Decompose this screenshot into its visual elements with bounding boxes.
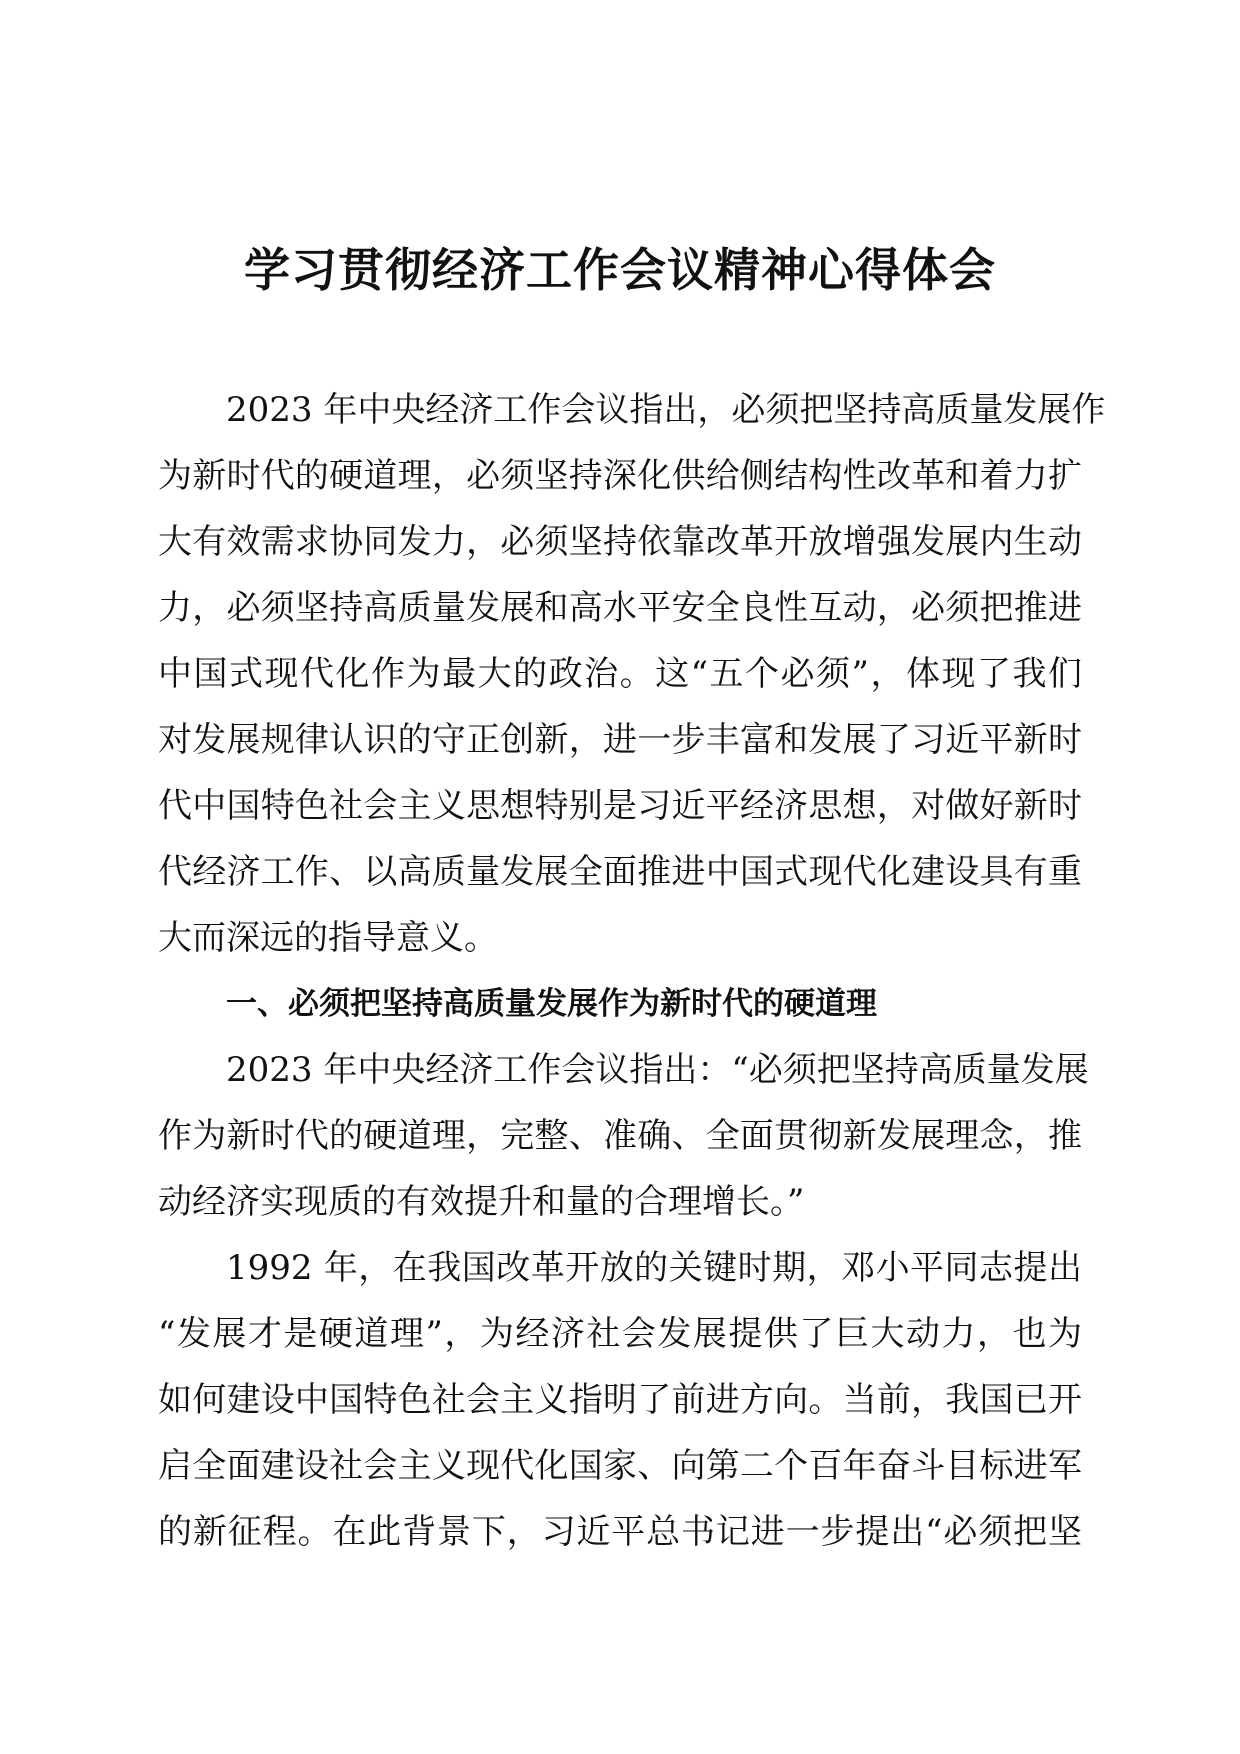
paragraph-line: 力，必须坚持高质量发展和高水平安全良性互动，必须把推进 <box>158 588 1082 628</box>
paragraph-2 <box>158 1037 1089 1235</box>
paragraph-line: 代经济工作、以高质量发展全面推进中国式现代化建设具有重 <box>158 852 1082 892</box>
paragraph-1 <box>158 377 1106 971</box>
paragraph-line: 大有效需求协同发力，必须坚持依靠改革开放增强发展内生动 <box>158 522 1082 562</box>
section-heading-1: 一、必须把坚持高质量发展作为新时代的硬道理 <box>226 986 877 1022</box>
paragraph-line: 2023 年中央经济工作会议指出，必须把坚持高质量发展作 <box>226 390 1106 430</box>
paragraph-line: 启全面建设社会主义现代化国家、向第二个百年奋斗目标进军 <box>158 1446 1082 1486</box>
paragraph-line: 大而深远的指导意义。 <box>158 918 498 958</box>
paragraph-line: 中国式现代化作为最大的政治。这“五个必须”，体现了我们 <box>158 654 1082 694</box>
paragraph-3 <box>158 1235 1082 1565</box>
paragraph-line: 作为新时代的硬道理，完整、准确、全面贯彻新发展理念，推 <box>158 1116 1082 1156</box>
paragraph-line: 代中国特色社会主义思想特别是习近平经济思想，对做好新时 <box>158 786 1082 826</box>
paragraph-line: 对发展规律认识的守正创新，进一步丰富和发展了习近平新时 <box>158 720 1082 760</box>
document-body <box>158 377 1106 1565</box>
paragraph-line: “发展才是硬道理”，为经济社会发展提供了巨大动力，也为 <box>158 1314 1082 1354</box>
paragraph-line: 的新征程。在此背景下，习近平总书记进一步提出“必须把坚 <box>158 1512 1082 1552</box>
paragraph-line: 为新时代的硬道理，必须坚持深化供给侧结构性改革和着力扩 <box>158 456 1082 496</box>
paragraph-line: 如何建设中国特色社会主义指明了前进方向。当前，我国已开 <box>158 1380 1082 1420</box>
paragraph-line: 2023 年中央经济工作会议指出：“必须把坚持高质量发展 <box>226 1050 1089 1090</box>
paragraph-line: 1992 年，在我国改革开放的关键时期，邓小平同志提出 <box>226 1248 1082 1288</box>
paragraph-line: 动经济实现质的有效提升和量的合理增长。” <box>158 1182 805 1222</box>
document-title: 学习贯彻经济工作会议精神心得体会 <box>244 243 996 297</box>
